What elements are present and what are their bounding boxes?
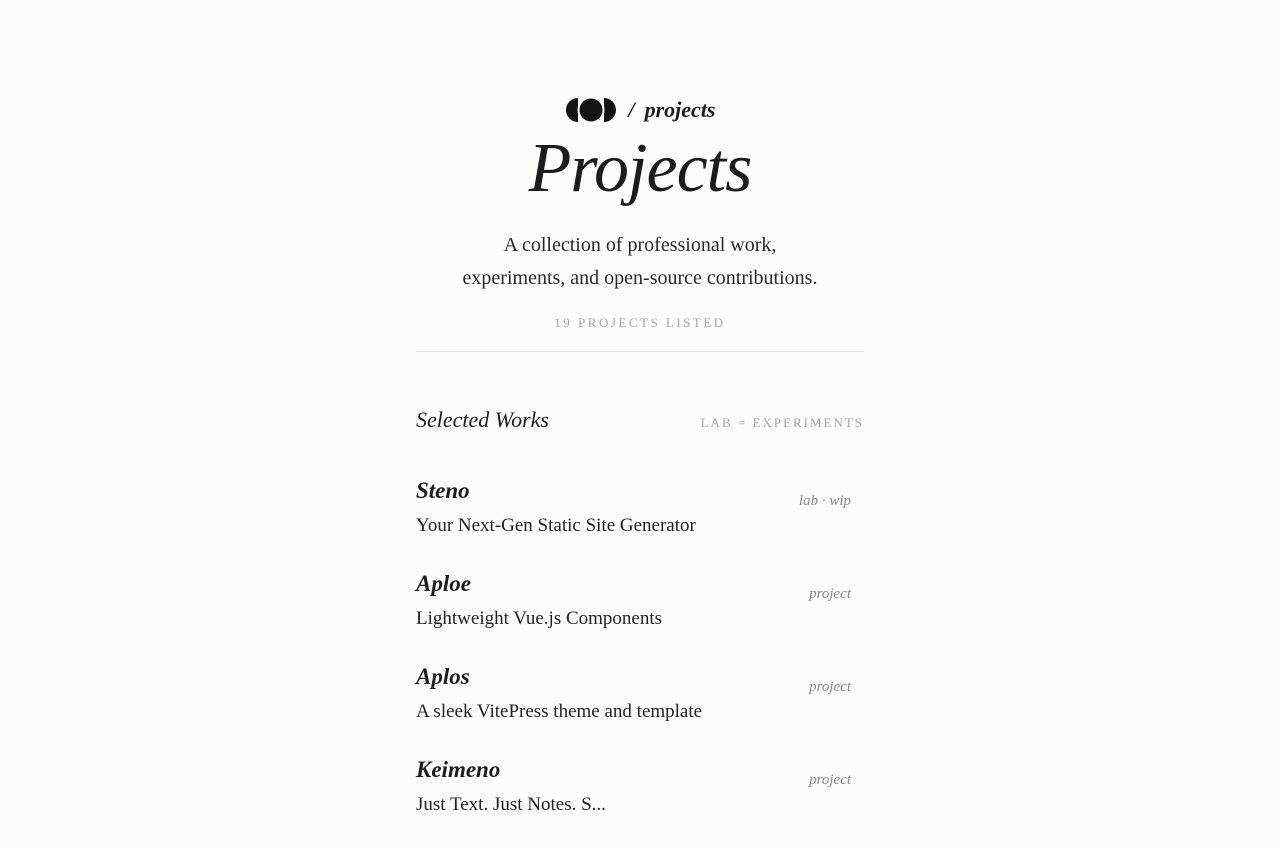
section-title: Selected Works [416, 407, 549, 432]
project-item-steno[interactable] [416, 476, 864, 569]
project-item-aplos[interactable] [416, 662, 864, 755]
divider [416, 351, 864, 352]
project-count: 19 PROJECTS LISTED [554, 315, 726, 330]
project-description: Just Text. Just Notes. S... [416, 794, 606, 815]
project-name: Keimeno [416, 757, 501, 782]
content-column [416, 0, 864, 848]
project-item-keimeno[interactable] [416, 755, 864, 848]
page-title: Projects [528, 130, 752, 207]
breadcrumb-projects-link[interactable]: projects [644, 97, 716, 122]
project-tag: project [809, 679, 851, 695]
project-tag: lab · wip [798, 493, 851, 509]
project-name: Aplos [416, 664, 470, 689]
project-name: Steno [416, 478, 470, 503]
breadcrumb [416, 95, 864, 125]
project-description: Lightweight Vue.js Components [416, 608, 663, 629]
section-header [416, 407, 864, 433]
breadcrumb-separator: / [628, 97, 635, 122]
project-name: Aploe [416, 571, 471, 596]
project-description: A sleek VitePress theme and template [416, 701, 703, 722]
project-list [416, 476, 864, 848]
lead-line-2: experiments, and open-source contributions. [462, 267, 818, 289]
project-item-aploe[interactable] [416, 569, 864, 662]
project-tag: project [809, 772, 851, 788]
site-logo-icon[interactable] [564, 97, 618, 123]
page-lead [416, 229, 864, 295]
section-legend: LAB = EXPERIMENTS [700, 415, 864, 430]
lead-line-1: A collection of professional work, [503, 234, 777, 256]
project-description: Your Next-Gen Static Site Generator [416, 515, 696, 536]
project-tag: project [809, 586, 851, 602]
